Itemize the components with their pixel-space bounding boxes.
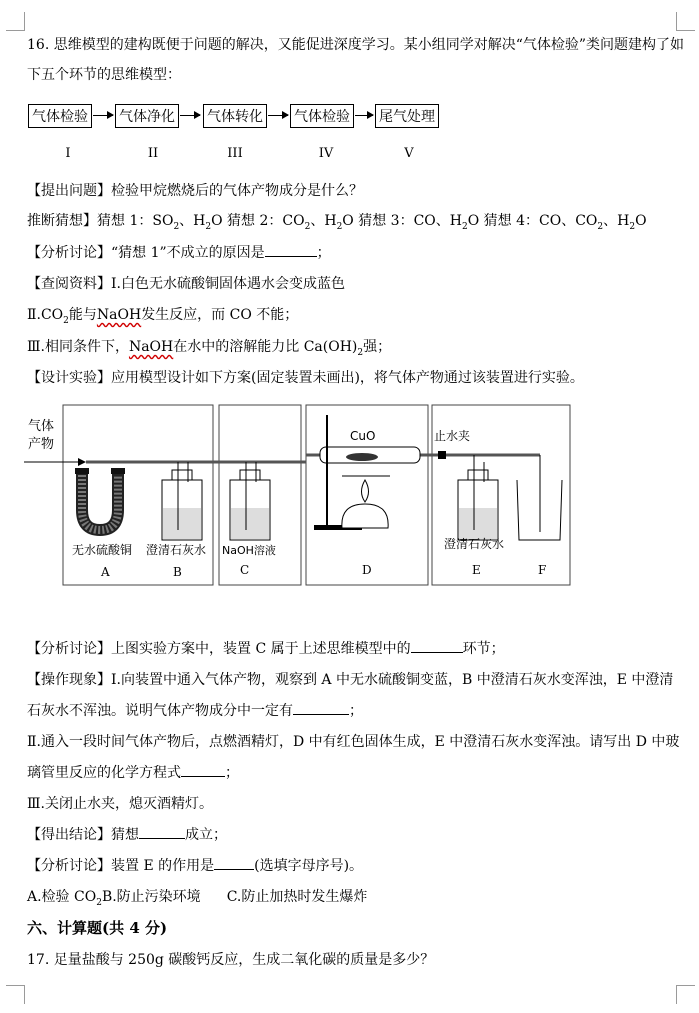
design-line bbox=[27, 367, 584, 389]
label-b: B bbox=[173, 565, 182, 579]
semicolon: ； bbox=[316, 245, 331, 261]
gas-in-label-2: 产物 bbox=[28, 437, 55, 452]
subscript: 2 bbox=[357, 347, 364, 358]
label-e: E bbox=[472, 563, 481, 577]
flow-step-4: 气体检验 bbox=[290, 104, 354, 128]
question-16-intro-line1: 16. 思维模型的建构既便于问题的解决，又能促进深度学习。某小组同学对解决“气体检验”类问题建构了如 bbox=[27, 37, 685, 53]
section-6-heading: 六、计算题(共 4 分) bbox=[27, 919, 168, 937]
water-clamp bbox=[438, 451, 446, 459]
flow-arrow-1 bbox=[93, 115, 113, 116]
label-a: A bbox=[101, 565, 110, 579]
conclusion-text: 猜想 bbox=[111, 827, 139, 843]
discuss-1-line bbox=[27, 242, 331, 264]
u-tube-a-stopper-left bbox=[75, 468, 89, 474]
operation-line-2 bbox=[27, 700, 363, 722]
guess-text: 猜想 1：SO bbox=[97, 213, 174, 229]
crop-mark-bottom-right bbox=[676, 985, 695, 1004]
flow-roman-5: V bbox=[404, 146, 414, 161]
discuss-2-line bbox=[27, 638, 505, 660]
u-tube-a-stopper-right bbox=[111, 468, 125, 474]
label-c: C bbox=[240, 563, 250, 577]
guess-text: O bbox=[635, 213, 647, 229]
guess-line bbox=[27, 210, 647, 238]
semicolon: ； bbox=[225, 765, 239, 781]
gas-in-label-1: 气体 bbox=[28, 419, 55, 434]
bottle-b-liquid bbox=[163, 508, 201, 539]
semicolon: ； bbox=[349, 703, 363, 719]
discuss-text: 上图实验方案中，装置 C 属于上述思维模型中的 bbox=[111, 641, 411, 657]
subscript: 2 bbox=[173, 221, 180, 232]
consult-text: 在水中的溶解能力比 Ca(OH) bbox=[173, 339, 358, 355]
flow-step-5: 尾气处理 bbox=[375, 104, 439, 128]
operation-line-1 bbox=[27, 669, 673, 691]
flow-step-1: 气体检验 bbox=[28, 104, 92, 128]
naoh-term: NaOH bbox=[128, 339, 174, 355]
label-a-desc: 无水硫酸铜 bbox=[72, 543, 133, 557]
label-c-desc: NaOH溶液 bbox=[222, 544, 276, 557]
subscript: 2 bbox=[336, 221, 343, 232]
option-c: C.防止加热时发生爆炸 bbox=[226, 889, 368, 905]
crop-mark-top-left bbox=[6, 12, 25, 31]
discuss-tag: 【分析讨论】 bbox=[27, 858, 111, 874]
d-alcohol-lamp bbox=[342, 504, 388, 528]
design-tag: 【设计实验】 bbox=[27, 370, 111, 386]
consult-line-3 bbox=[27, 336, 391, 364]
bottle-e-liquid bbox=[459, 508, 497, 539]
subscript: 2 bbox=[63, 315, 69, 326]
operation-tag: 【操作现象】 bbox=[27, 672, 111, 688]
conclusion-tag: 【得出结论】 bbox=[27, 827, 111, 843]
label-f: F bbox=[538, 563, 547, 577]
consult-tag: 【查阅资料】 bbox=[27, 276, 111, 292]
flow-step-3: 气体转化 bbox=[203, 104, 267, 128]
question-16-intro-line2: 下五个环节的思维模型： bbox=[27, 67, 181, 83]
flow-arrow-2 bbox=[180, 115, 200, 116]
d-cuo-powder bbox=[346, 453, 378, 461]
experiment-apparatus-diagram bbox=[20, 400, 580, 600]
bottle-b-neck bbox=[172, 470, 192, 480]
operation-text: 璃管里反应的化学方程式 bbox=[27, 765, 181, 781]
ask-tag: 【提出问题】 bbox=[27, 183, 111, 199]
d-flame bbox=[362, 480, 369, 502]
consult-text: Ⅰ.白色无水硫酸铜固体遇水会变成蓝色 bbox=[111, 276, 345, 292]
ask-question-line bbox=[27, 180, 363, 202]
ask-text: 检验甲烷燃烧后的气体产物成分是什么？ bbox=[111, 183, 363, 199]
guess-tag: 推断猜想】 bbox=[27, 213, 97, 229]
frame-c bbox=[219, 405, 301, 585]
question-17: 17. 足量盐酸与 250g 碳酸钙反应，生成二氧化碳的质量是多少？ bbox=[27, 952, 435, 968]
flow-roman-2: II bbox=[147, 146, 159, 161]
guess-text: O 猜想 2：CO bbox=[211, 213, 305, 229]
subscript: 2 bbox=[629, 221, 636, 232]
discuss-text: (选填字母序号)。 bbox=[254, 858, 364, 874]
crop-mark-bottom-left bbox=[6, 985, 25, 1004]
u-tube-a bbox=[82, 470, 118, 530]
subscript: 2 bbox=[96, 897, 102, 908]
subscript: 2 bbox=[205, 221, 212, 232]
answer-blank-2[interactable] bbox=[411, 638, 463, 653]
flow-arrow-4 bbox=[355, 115, 373, 116]
bottle-e-neck bbox=[468, 470, 488, 480]
consult-text: 强； bbox=[363, 339, 392, 355]
bottle-c-neck bbox=[240, 470, 260, 480]
consult-text: Ⅲ.相同条件下， bbox=[27, 339, 129, 355]
design-text: 应用模型设计如下方案(固定装置未画出)，将气体产物通过该装置进行实验。 bbox=[111, 370, 584, 386]
subscript: 2 bbox=[304, 221, 311, 232]
answer-blank-1[interactable] bbox=[265, 242, 317, 257]
subscript: 2 bbox=[461, 221, 468, 232]
guess-text: 、H bbox=[179, 213, 206, 229]
bottle-c-liquid bbox=[231, 508, 269, 539]
options-line bbox=[27, 886, 367, 914]
operation-line-3 bbox=[27, 731, 679, 753]
option-a: A.检验 CO bbox=[27, 889, 97, 905]
flow-arrow-3 bbox=[268, 115, 288, 116]
label-water-clamp: 止水夹 bbox=[434, 429, 471, 443]
conclusion-text: 成立； bbox=[185, 827, 227, 843]
discuss-text: 环节； bbox=[462, 641, 505, 657]
answer-blank-3[interactable] bbox=[293, 700, 349, 715]
flow-roman-4: IV bbox=[318, 146, 334, 161]
operation-text: Ⅱ.通入一段时间气体产物后，点燃酒精灯，D 中有红色固体生成，E 中澄清石灰水变浑浊。请写出 D 中玻 bbox=[27, 734, 680, 750]
flow-roman-3: III bbox=[227, 146, 243, 161]
label-e-desc: 澄清石灰水 bbox=[444, 537, 505, 551]
label-cuo: CuO bbox=[350, 429, 376, 443]
flow-roman-1: I bbox=[65, 146, 71, 161]
consult-line-1 bbox=[27, 273, 345, 295]
answer-blank-5[interactable] bbox=[139, 824, 185, 839]
operation-text: Ⅲ.关闭止水夹，熄灭酒精灯。 bbox=[27, 796, 213, 812]
operation-line-5 bbox=[27, 793, 213, 815]
discuss-tag: 【分析讨论】 bbox=[27, 641, 111, 657]
consult-text: 发生反应，而 CO 不能； bbox=[141, 307, 299, 323]
guess-text: O 猜想 4：CO、CO bbox=[467, 213, 598, 229]
answer-blank-4[interactable] bbox=[181, 762, 225, 777]
discuss-3-line bbox=[27, 855, 363, 877]
guess-text: O 猜想 3：CO、H bbox=[342, 213, 462, 229]
naoh-term: NaOH bbox=[96, 307, 142, 323]
operation-line-4 bbox=[27, 762, 239, 784]
guess-text: 、H bbox=[310, 213, 337, 229]
consult-text: 能与 bbox=[68, 307, 97, 323]
discuss-text: “猜想 1”不成立的原因是 bbox=[111, 245, 265, 261]
guess-text: 、H bbox=[603, 213, 630, 229]
discuss-text: 装置 E 的作用是 bbox=[111, 858, 215, 874]
consult-text: Ⅱ.CO bbox=[27, 307, 64, 323]
conclusion-line bbox=[27, 824, 227, 846]
consult-line-2 bbox=[27, 304, 298, 332]
label-b-desc: 澄清石灰水 bbox=[146, 543, 207, 557]
option-b: B.防止污染环境 bbox=[101, 889, 201, 905]
operation-text: 石灰水不浑浊。说明气体产物成分中一定有 bbox=[27, 703, 293, 719]
subscript: 2 bbox=[597, 221, 604, 232]
discuss-tag: 【分析讨论】 bbox=[27, 245, 111, 261]
flow-step-2: 气体净化 bbox=[115, 104, 179, 128]
label-d: D bbox=[362, 563, 372, 577]
operation-text: Ⅰ.向装置中通入气体产物，观察到 A 中无水硫酸铜变蓝，B 中澄清石灰水变浑浊，E 中澄清 bbox=[111, 672, 674, 688]
crop-mark-top-right bbox=[676, 12, 695, 31]
answer-blank-6[interactable] bbox=[214, 855, 254, 870]
gas-inlet-arrowhead bbox=[78, 458, 86, 466]
